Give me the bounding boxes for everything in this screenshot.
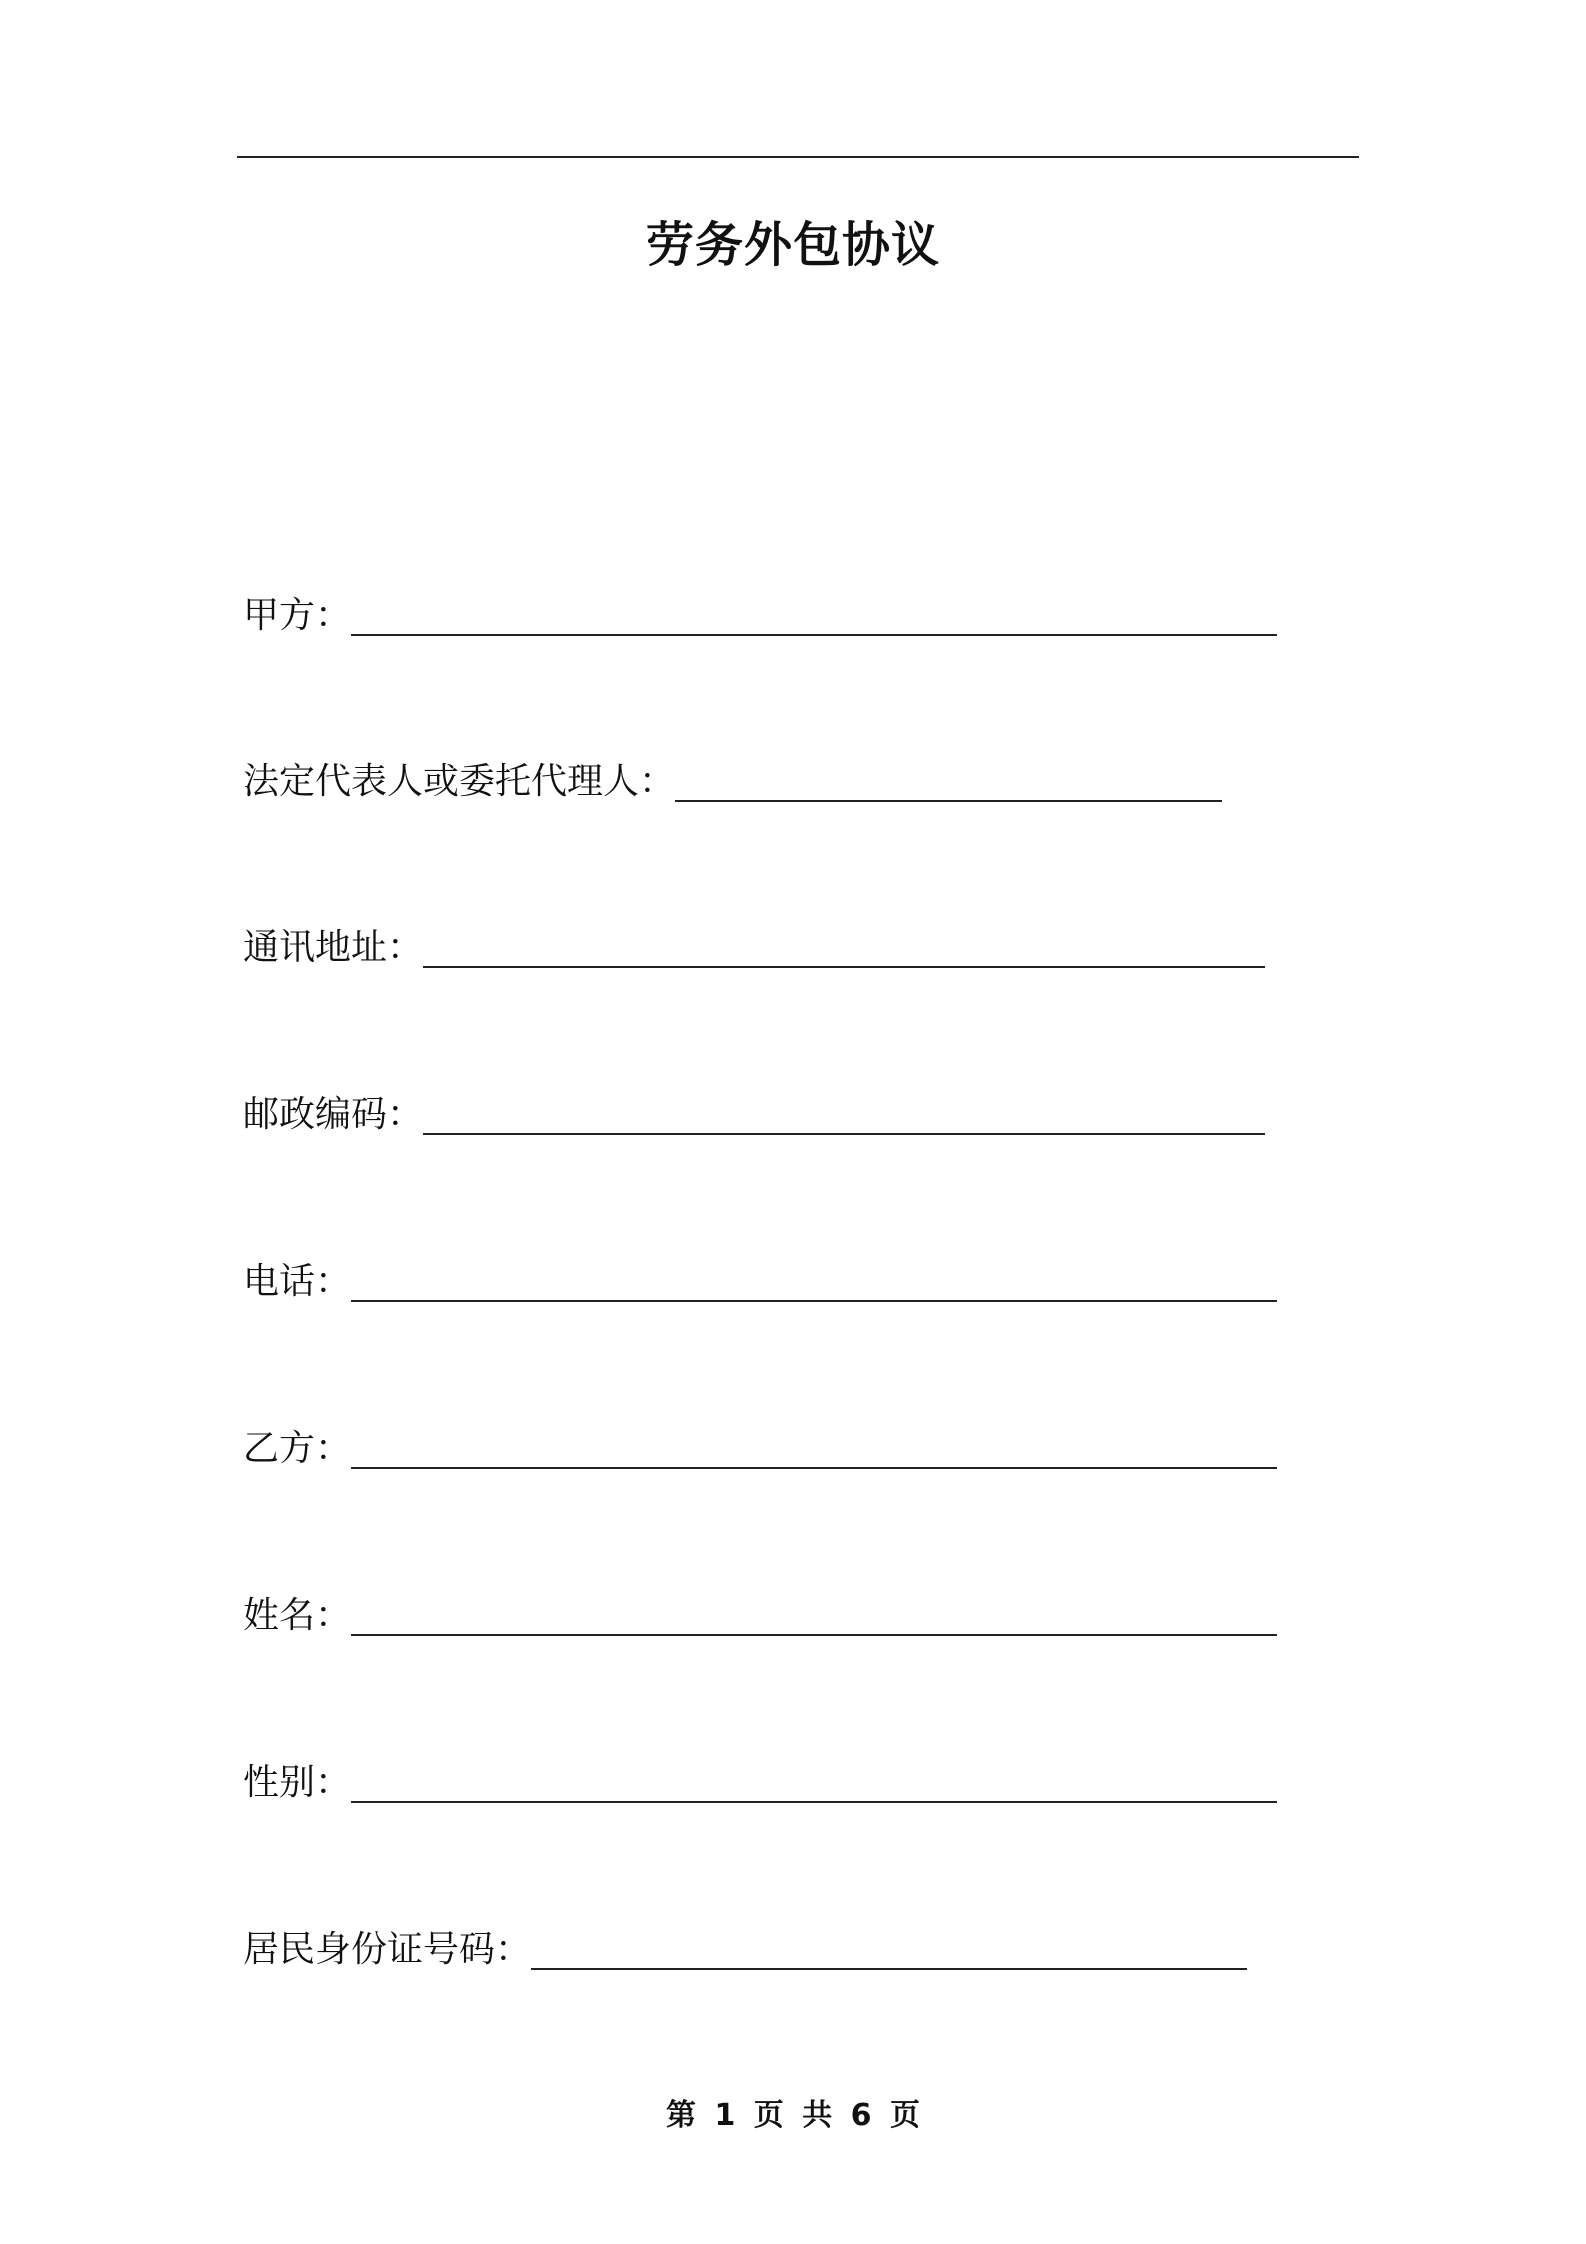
field-gender <box>243 1751 1277 1807</box>
document-title: 劳务外包协议 <box>645 217 940 273</box>
field-label: 电话： <box>243 1261 352 1302</box>
id-number-blank[interactable] <box>531 1968 1247 1970</box>
field-name <box>243 1584 1277 1640</box>
phone-blank[interactable] <box>351 1300 1277 1302</box>
page-number-footer: 第 1 页 共 6 页 <box>666 2098 920 2133</box>
field-legal-representative <box>243 750 1222 806</box>
field-phone <box>243 1250 1277 1306</box>
field-label: 姓名： <box>243 1595 352 1636</box>
field-party-b <box>243 1417 1277 1473</box>
field-postal-code <box>243 1083 1265 1139</box>
party-a-blank[interactable] <box>351 634 1277 636</box>
field-label: 法定代表人或委托代理人： <box>243 761 676 802</box>
address-blank[interactable] <box>423 966 1265 968</box>
field-label: 性别： <box>243 1762 352 1803</box>
field-id-number <box>243 1918 1247 1974</box>
field-label: 乙方： <box>243 1428 352 1469</box>
party-b-blank[interactable] <box>351 1467 1277 1469</box>
field-label: 甲方： <box>243 595 352 636</box>
field-label: 邮政编码： <box>243 1094 424 1135</box>
field-party-a <box>243 584 1277 640</box>
field-label: 居民身份证号码： <box>243 1929 532 1970</box>
header-rule <box>237 156 1359 158</box>
gender-blank[interactable] <box>351 1801 1277 1803</box>
legal-representative-blank[interactable] <box>675 800 1222 802</box>
postal-code-blank[interactable] <box>423 1133 1265 1135</box>
name-blank[interactable] <box>351 1634 1277 1636</box>
field-label: 通讯地址： <box>243 927 424 968</box>
field-address <box>243 916 1265 972</box>
